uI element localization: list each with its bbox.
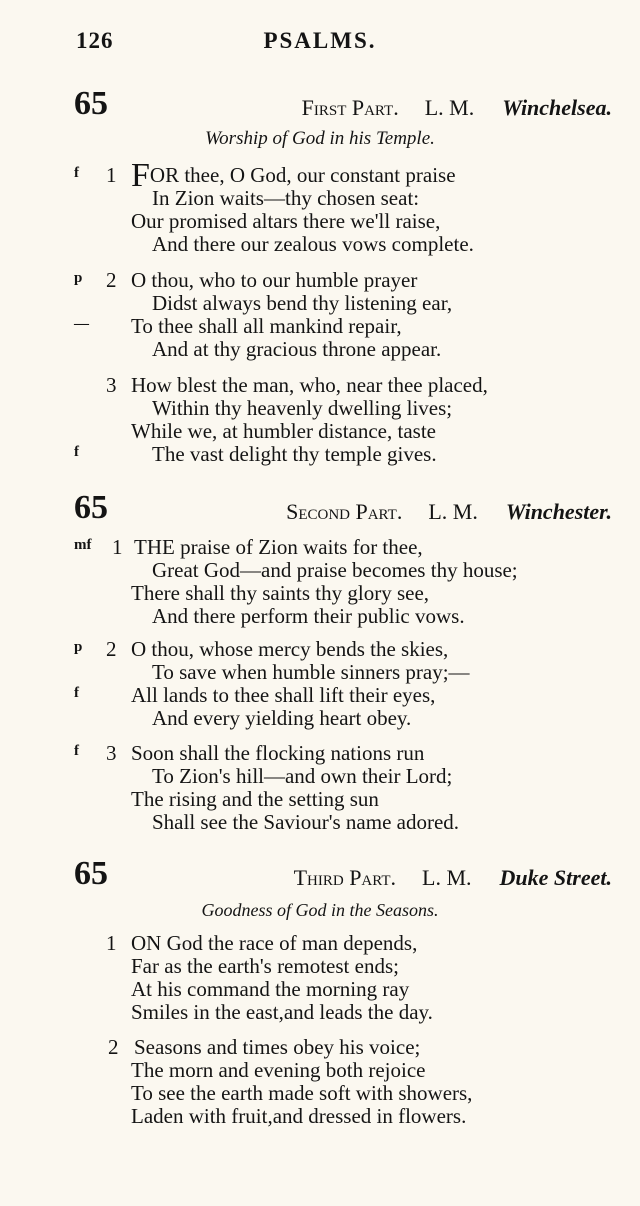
- hymn-heading: [286, 496, 612, 528]
- hymn-subtitle: Worship of God in his Temple.: [205, 128, 435, 149]
- verse-line: [0, 638, 640, 661]
- line-text: In Zion waits—thy chosen seat:: [152, 186, 420, 210]
- verse-number: 1: [106, 931, 117, 955]
- verse-line: [0, 187, 640, 210]
- verse-number: 2: [106, 268, 117, 292]
- verse-line: [0, 269, 640, 292]
- verse-line: [0, 397, 640, 420]
- line-text: ON God the race of man depends,: [131, 931, 418, 955]
- line-text: How blest the man, who, near thee placed,: [131, 373, 488, 397]
- verse-line: [0, 1059, 640, 1082]
- verse-line: [0, 210, 640, 233]
- line-text: Seasons and times obey his voice;: [134, 1035, 421, 1059]
- verse-line: [0, 559, 640, 582]
- dynamic-mark: p: [74, 270, 83, 286]
- line-text: THE praise of Zion waits for thee,: [134, 535, 423, 559]
- part-label: Third Part.: [293, 865, 397, 890]
- line-text: OR thee, O God, our constant praise: [149, 163, 456, 187]
- line-text: All lands to thee shall lift their eyes,: [131, 683, 436, 707]
- verse-line: [0, 443, 640, 466]
- psalm-number: 65: [74, 855, 108, 892]
- tune-name: Winchelsea.: [502, 95, 612, 120]
- verse-line: [0, 420, 640, 443]
- line-text: And every yielding heart obey.: [152, 706, 412, 730]
- verse-line: [0, 978, 640, 1001]
- hymn-heading: [302, 92, 612, 124]
- verse-number: 2: [108, 1035, 119, 1059]
- line-text: To save when humble sinners pray;—: [152, 660, 470, 684]
- hymn-section-second-part: [0, 488, 640, 848]
- verse-line: [0, 765, 640, 788]
- hymn-section-first-part: [0, 84, 640, 474]
- line-text: There shall thy saints thy glory see,: [131, 581, 430, 605]
- line-text: O thou, whose mercy bends the skies,: [131, 637, 449, 661]
- line-text: At his command the morning ray: [131, 977, 410, 1001]
- line-text: Soon shall the flocking nations run: [131, 741, 425, 765]
- line-text: While we, at humbler distance, taste: [131, 419, 436, 443]
- verse-line: [0, 684, 640, 707]
- verse-line: [0, 742, 640, 765]
- meter-label: L. M.: [428, 499, 478, 524]
- verse-number: 1: [106, 163, 117, 187]
- line-text: To Zion's hill—and own their Lord;: [152, 764, 453, 788]
- line-text: The vast delight thy temple gives.: [152, 442, 437, 466]
- dynamic-mark: f: [74, 743, 79, 759]
- meter-label: L. M.: [422, 865, 472, 890]
- hymn-section-third-part: [0, 854, 640, 1134]
- psalm-number: 65: [74, 489, 108, 526]
- dynamic-mark: f: [74, 685, 79, 701]
- line-text: Great God—and praise becomes thy house;: [152, 558, 518, 582]
- line-text: Didst always bend thy listening ear,: [152, 291, 453, 315]
- part-label: First Part.: [301, 95, 399, 120]
- line-text: And at thy gracious throne appear.: [152, 337, 442, 361]
- verse-line: [0, 788, 640, 811]
- verse-line: [0, 292, 640, 315]
- line-text: The morn and evening both rejoice: [131, 1058, 426, 1082]
- page-number: 126: [76, 28, 114, 53]
- line-text: Smiles in the east,and leads the day.: [131, 1000, 433, 1024]
- verse-number: 1: [112, 535, 123, 559]
- verse-line: [0, 315, 640, 338]
- verse-line: [0, 932, 640, 955]
- verse-line: [0, 338, 640, 361]
- verse-line: [0, 1105, 640, 1128]
- verse-line: [0, 1001, 640, 1024]
- verse-line: [0, 582, 640, 605]
- line-text: Shall see the Saviour's name adored.: [152, 810, 460, 834]
- line-text: O thou, who to our humble prayer: [131, 268, 418, 292]
- verse-line: [0, 1036, 640, 1059]
- line-text: And there perform their public vows.: [152, 604, 465, 628]
- verse-line: [0, 605, 640, 628]
- verse-line: [0, 536, 640, 559]
- line-text: Within thy heavenly dwelling lives;: [152, 396, 453, 420]
- drop-cap: F: [131, 157, 150, 194]
- part-label: Second Part.: [286, 499, 403, 524]
- verse-line: [0, 811, 640, 834]
- hymn-subtitle: Goodness of God in the Seasons.: [201, 900, 439, 920]
- page-title: PSALMS.: [263, 28, 377, 53]
- verse-number: 3: [106, 373, 117, 397]
- dynamic-mark: —: [74, 316, 89, 332]
- verse-number: 3: [106, 741, 117, 765]
- page-header: [0, 28, 640, 64]
- line-text: Our promised altars there we'll raise,: [131, 209, 441, 233]
- line-text: And there our zealous vows complete.: [152, 232, 474, 256]
- dynamic-mark: f: [74, 444, 79, 460]
- verse-line: [0, 661, 640, 684]
- dynamic-mark: f: [74, 165, 79, 181]
- verse-line: [0, 955, 640, 978]
- line-text: Far as the earth's remotest ends;: [131, 954, 399, 978]
- psalm-number: 65: [74, 85, 108, 122]
- verse-line: [0, 374, 640, 397]
- hymn-heading: [294, 862, 612, 894]
- verse-line: [0, 1082, 640, 1105]
- tune-name: Winchester.: [505, 499, 612, 524]
- verse-line: [0, 157, 640, 194]
- line-text: To thee shall all mankind repair,: [131, 314, 402, 338]
- verse-line: [0, 707, 640, 730]
- line-text: To see the earth made soft with showers,: [131, 1081, 473, 1105]
- verse-line: [0, 233, 640, 256]
- line-text: The rising and the setting sun: [131, 787, 379, 811]
- meter-label: L. M.: [424, 95, 475, 120]
- tune-name: Duke Street.: [499, 865, 612, 890]
- dynamic-mark: p: [74, 639, 83, 655]
- dynamic-mark: mf: [74, 537, 92, 553]
- verse-number: 2: [106, 637, 117, 661]
- line-text: Laden with fruit,and dressed in flowers.: [131, 1104, 467, 1128]
